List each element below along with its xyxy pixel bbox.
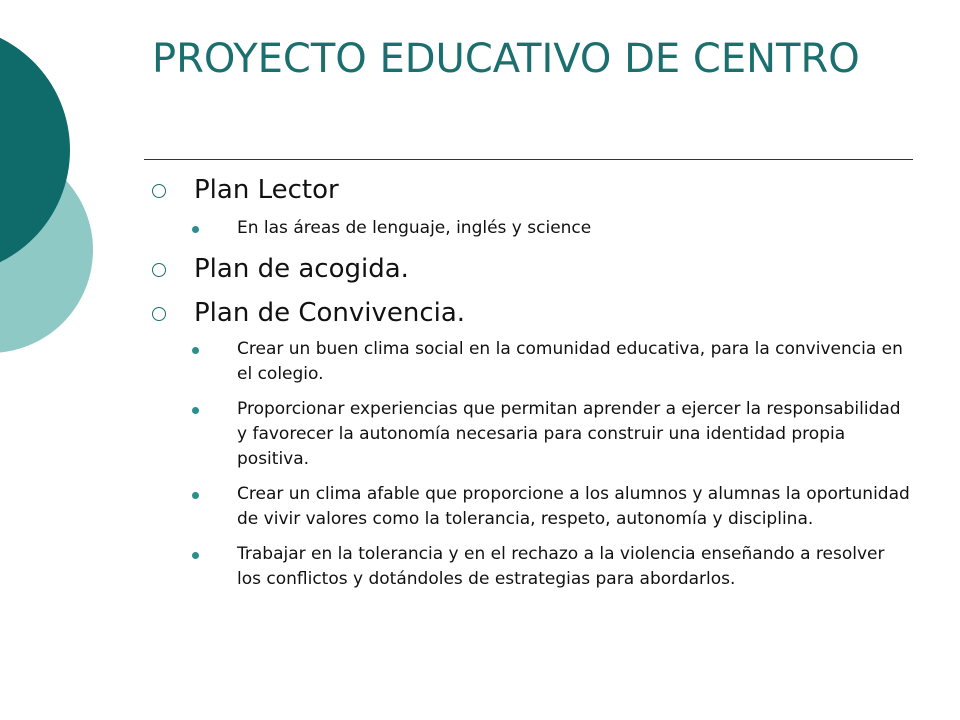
sublist-item-text: Crear un buen clima social en la comunidad educativa, para la convivencia en el colegio. <box>237 339 903 384</box>
list-item-plan-acogida <box>152 247 912 291</box>
sublist-item-text: Trabajar en la tolerancia y en el rechazo a la violencia enseñando a resolver los conflictos y dotándoles de estrategias para abordarlos. <box>237 544 885 589</box>
title-divider <box>144 159 913 160</box>
circle-bullet-icon <box>152 307 166 321</box>
dot-bullet-icon <box>192 347 199 354</box>
sublist-item-text: Proporcionar experiencias que permitan aprender a ejercer la responsabilidad y favorecer la autonomía necesaria para construir una identidad propia positiva. <box>237 399 901 469</box>
dot-bullet-icon <box>192 552 199 559</box>
slide-content <box>152 168 912 602</box>
list-item-plan-lector <box>152 168 912 212</box>
dot-bullet-icon <box>192 226 199 233</box>
list-item-label: Plan de Convivencia. <box>194 298 466 328</box>
sublist-item <box>152 542 912 592</box>
page-title: PROYECTO EDUCATIVO DE CENTRO <box>152 36 860 82</box>
sublist-item <box>152 216 912 241</box>
circle-bullet-icon <box>152 263 166 277</box>
sublist-item <box>152 397 912 472</box>
list-item-label: Plan de acogida. <box>194 254 409 284</box>
circle-bullet-icon <box>152 184 166 198</box>
decorative-circles <box>0 0 140 420</box>
sublist-plan-convivencia <box>152 337 912 592</box>
list-item-label: Plan Lector <box>194 175 339 205</box>
sublist-item-text: En las áreas de lenguaje, inglés y science <box>237 218 592 238</box>
sublist-plan-lector <box>152 216 912 241</box>
list-item-plan-convivencia <box>152 291 912 335</box>
sublist-item <box>152 482 912 532</box>
dot-bullet-icon <box>192 407 199 414</box>
sublist-item-text: Crear un clima afable que proporcione a los alumnos y alumnas la oportunidad de vivir valores como la tolerancia, respeto, autonomía y disciplina. <box>237 484 910 529</box>
sublist-item <box>152 337 912 387</box>
dot-bullet-icon <box>192 492 199 499</box>
